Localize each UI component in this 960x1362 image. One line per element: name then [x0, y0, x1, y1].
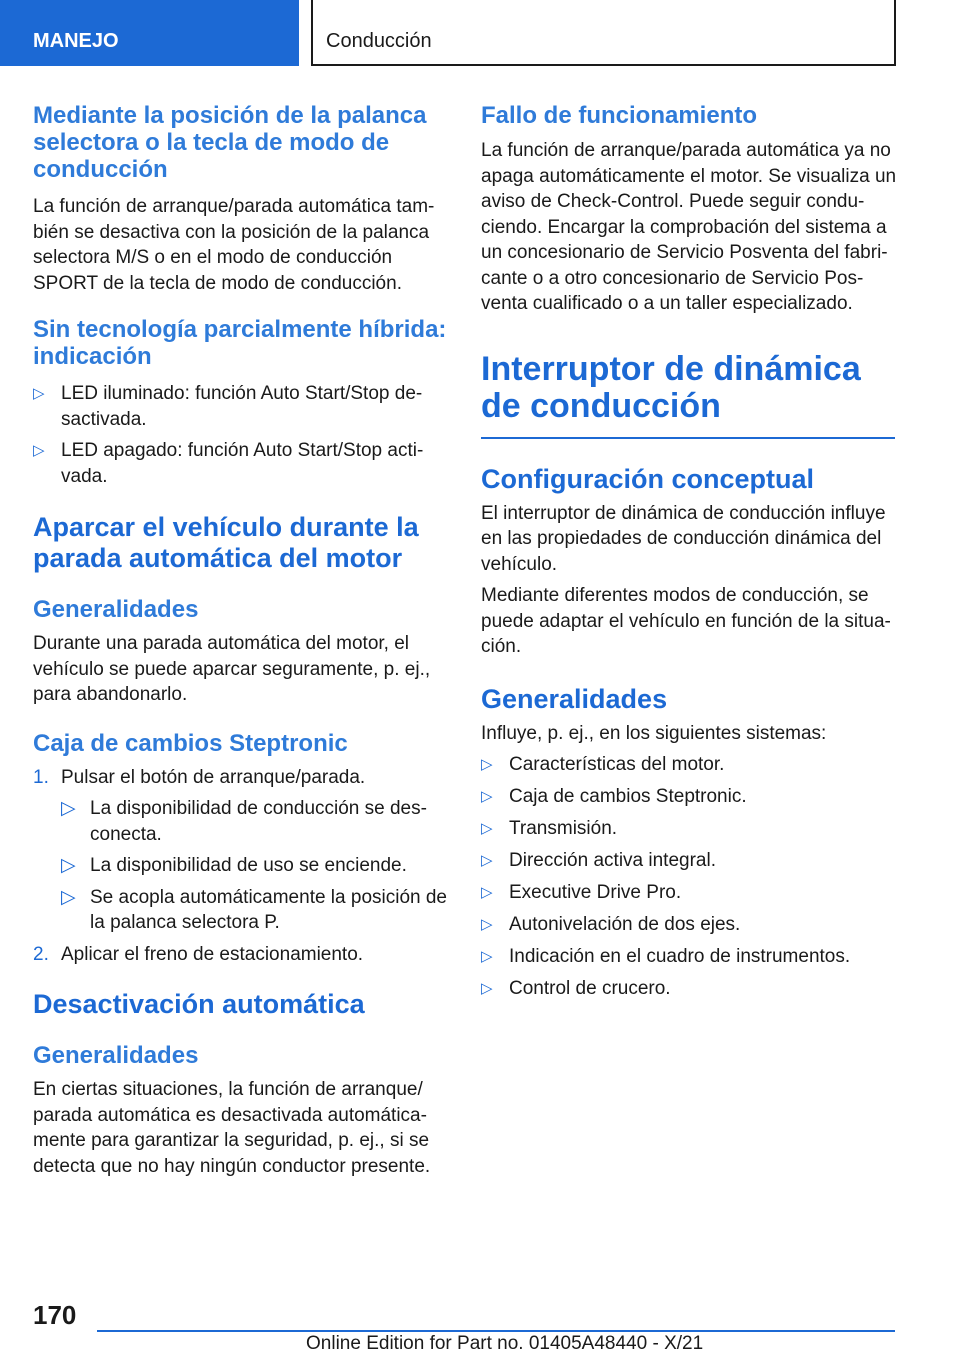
list-item-text: Se acopla automáticamente la posición de la palanca selectora P. — [90, 886, 448, 933]
right-column — [481, 102, 897, 1002]
triangle-bullet-icon: ▷ — [61, 798, 76, 819]
list-item-text: LED apagado: función Auto Start/Stop acti-vada. — [61, 440, 424, 487]
list-item — [61, 796, 449, 847]
heading-generalidades-2: Generalidades — [33, 1042, 199, 1069]
heading-fallo: Fallo de funcionamiento — [481, 102, 758, 129]
list-item — [481, 976, 897, 1002]
triangle-bullet-icon: ▷ — [481, 980, 493, 997]
heading-palanca: Mediante la posición de la palanca selectora o la tecla de modo de conducción — [33, 102, 427, 183]
chapter-title: Conducción — [326, 30, 432, 52]
sistemas-list — [481, 752, 897, 1002]
triangle-bullet-icon: ▷ — [481, 788, 493, 805]
led-list — [33, 381, 449, 489]
list-item-text: Executive Drive Pro. — [509, 882, 682, 903]
step-number: 2. — [33, 943, 49, 965]
section-title: MANEJO — [33, 30, 119, 52]
triangle-bullet-icon: ▷ — [481, 884, 493, 901]
edition-note: Online Edition for Part no. 01405A48440 - X/21 — [306, 1333, 704, 1354]
list-item-text: Caja de cambios Steptronic. — [509, 786, 747, 807]
paragraph-generalidades-2: En ciertas situaciones, la función de arranque/ parada automática es desactivada automática-mente para garantizar la seguridad, p. ej., si se detecta que no hay ningún conductor presente. — [33, 1079, 431, 1177]
list-item-text: Dirección activa integral. — [509, 850, 716, 871]
heading-desactivacion: Desactivación automática — [33, 989, 365, 1019]
list-item — [33, 438, 449, 489]
list-item-text: Indicación en el cuadro de instrumentos. — [509, 946, 851, 967]
triangle-bullet-icon: ▷ — [33, 385, 45, 402]
list-item — [481, 912, 897, 938]
heading-configuracion: Configuración conceptual — [481, 463, 815, 494]
heading-steptronic: Caja de cambios Steptronic — [33, 729, 348, 757]
list-item — [61, 853, 449, 879]
paragraph-influye: Influye, p. ej., en los siguientes sistemas: — [481, 722, 827, 744]
triangle-bullet-icon: ▷ — [33, 442, 45, 459]
heading-generalidades-1: Generalidades — [33, 596, 199, 623]
heading-interruptor: Interruptor de dinámica de conducción — [481, 349, 861, 425]
triangle-bullet-icon: ▷ — [481, 948, 493, 965]
step-1 — [33, 765, 449, 936]
triangle-bullet-icon: ▷ — [61, 886, 76, 908]
list-item-text: Características del motor. — [509, 754, 725, 775]
triangle-bullet-icon: ▷ — [481, 820, 493, 837]
list-item — [481, 848, 897, 874]
triangle-bullet-icon: ▷ — [481, 916, 493, 933]
list-item-text: La disponibilidad de uso se enciende. — [90, 855, 407, 876]
paragraph-config-2: Mediante diferentes modos de conducción, se puede adaptar el vehículo en función de la situa-ción. — [481, 585, 891, 657]
list-item — [61, 885, 449, 936]
list-item-text: Control de crucero. — [509, 978, 671, 999]
step-1-sublist — [61, 796, 449, 936]
paragraph-config-1: El interruptor de dinámica de conducción influye en las propiedades de conducción dinámica del vehículo. — [481, 502, 886, 575]
list-item-text: LED iluminado: función Auto Start/Stop de-sactivada. — [61, 383, 423, 430]
list-item — [481, 784, 897, 810]
list-item-text: Autonivelación de dos ejes. — [509, 914, 741, 935]
left-column — [33, 102, 449, 1179]
step-text: Aplicar el freno de estacionamiento. — [61, 943, 364, 965]
list-item — [33, 381, 449, 432]
paragraph-palanca: La función de arranque/parada automática tam-bién se desactiva con la posición de la palanca selectora M/S o en el modo de conducción SPORT de la tecla de modo de conducción. — [33, 196, 435, 294]
list-item — [481, 816, 897, 842]
list-item — [481, 880, 897, 906]
chapter-tab — [311, 0, 896, 66]
triangle-bullet-icon: ▷ — [481, 852, 493, 869]
list-item — [481, 752, 897, 778]
paragraph-fallo: La función de arranque/parada automática ya no apaga automáticamente el motor. Se visualiza un aviso de Check-Control. Puede seguir condu-ciendo. Encargar la comprobación del sistema a un concesionario de Servicio Posventa del fabri-cante o a otro concesionario de Servicio Pos-venta cualificado o a un taller especializado. — [481, 140, 897, 314]
steps-list — [33, 765, 449, 968]
step-number: 1. — [33, 766, 49, 788]
list-item — [481, 944, 897, 970]
footer-divider — [97, 1330, 895, 1332]
step-text: Pulsar el botón de arranque/parada. — [61, 766, 366, 788]
paragraph-generalidades-1: Durante una parada automática del motor, el vehículo se puede aparcar seguramente, p. ej., para abandonarlo. — [33, 633, 431, 705]
triangle-bullet-icon: ▷ — [481, 756, 493, 773]
list-item-text: Transmisión. — [509, 818, 618, 839]
heading-aparcar: Aparcar el vehículo durante la parada automática del motor — [33, 512, 419, 573]
triangle-bullet-icon: ▷ — [61, 855, 76, 876]
section-tab — [0, 0, 299, 66]
page-number: 170 — [33, 1300, 77, 1330]
heading-generalidades: Generalidades — [481, 683, 668, 714]
step-2 — [33, 942, 449, 968]
section-divider — [481, 437, 895, 439]
list-item-text: La disponibilidad de conducción se des-conecta. — [90, 798, 427, 845]
heading-sin-hibrida: Sin tecnología parcialmente híbrida: indicación — [33, 316, 447, 370]
